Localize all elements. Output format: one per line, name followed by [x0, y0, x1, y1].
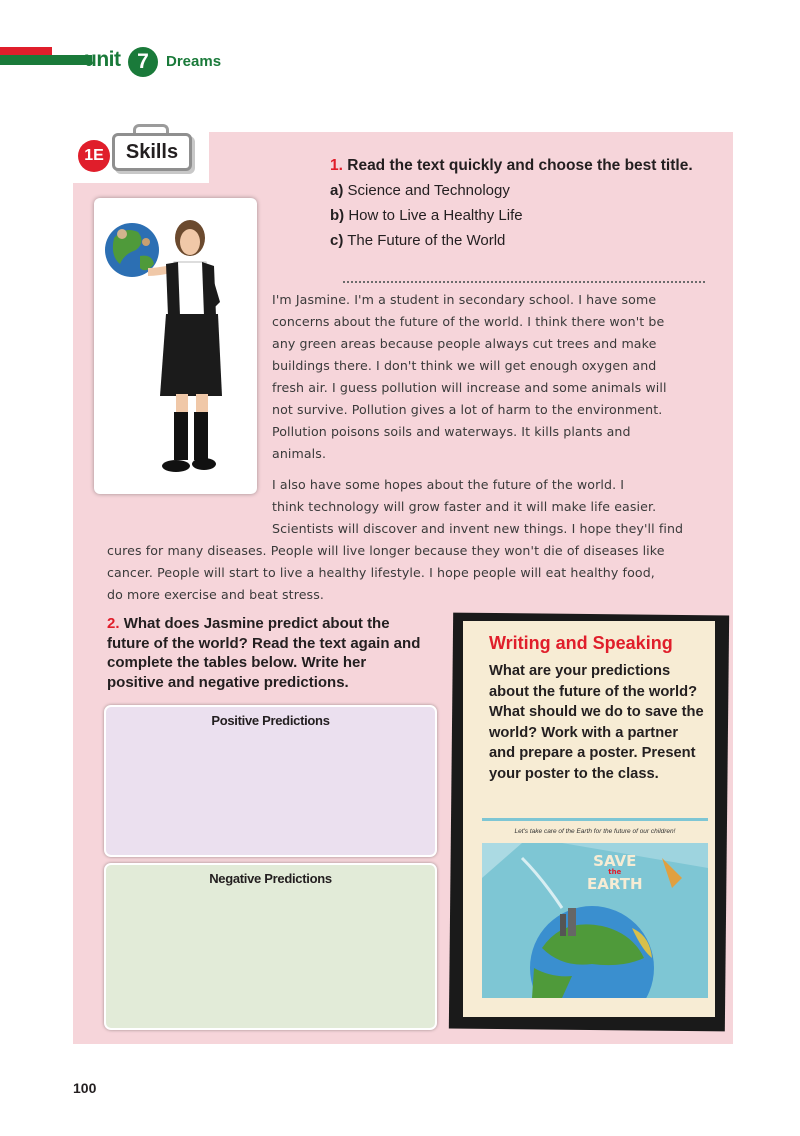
reading-line: do more exercise and beat stress. — [107, 587, 324, 602]
reading-line: Pollution poisons soils and waterways. It kills plants and — [272, 424, 631, 439]
reading-line: any green areas because people always cut trees and make — [272, 336, 657, 351]
exercise-1-text: Read the text quickly and choose the best title. — [347, 157, 693, 174]
reading-line: think technology will grow faster and it will make life easier. — [272, 499, 657, 514]
lesson-badge: 1E — [78, 140, 110, 172]
reading-line: animals. — [272, 446, 327, 461]
reading-line: cures for many diseases. People will live longer because they won't die of diseases like — [107, 543, 665, 558]
positive-predictions-title: Positive Predictions — [211, 713, 330, 728]
writing-speaking-title: Writing and Speaking — [489, 633, 673, 653]
exercise-1-question — [330, 157, 693, 175]
reading-line: Scientists will discover and invent new things. I hope they'll find — [272, 521, 684, 536]
positive-predictions-table[interactable] — [104, 705, 437, 857]
option-b: b) How to Live a Healthy Life — [330, 207, 523, 224]
save-the-earth-poster — [482, 818, 708, 998]
reading-line: fresh air. I guess pollution will increase and some animals will — [272, 380, 667, 395]
writing-speaking-text: What are your predictions about the future of the world? What should we do to save the world? Work with a partner and prepare a poster. Present your poster to the class. — [489, 663, 704, 782]
unit-number-badge: 7 — [128, 47, 158, 77]
header-green-band — [0, 55, 92, 65]
reading-paragraph-1 — [272, 289, 667, 465]
reading-line: I also have some hopes about the future of the world. I — [272, 477, 625, 492]
poster-save-word: SAVE — [593, 852, 637, 870]
reading-paragraph-2a — [272, 474, 683, 540]
unit-label: unit — [84, 48, 121, 71]
negative-predictions-title: Negative Predictions — [209, 871, 332, 886]
page-number: 100 — [73, 1080, 97, 1096]
reading-line: not survive. Pollution gives a lot of harm to the environment. — [272, 402, 663, 417]
header-red-band — [0, 47, 52, 55]
unit-title: Dreams — [166, 53, 222, 70]
option-a: a) Science and Technology — [330, 182, 510, 199]
title-answer-line — [343, 281, 705, 283]
reading-line: concerns about the future of the world. I think there won't be — [272, 314, 665, 329]
reading-line: I'm Jasmine. I'm a student in secondary school. I have some — [272, 292, 657, 307]
negative-predictions-table[interactable] — [104, 863, 437, 1030]
poster-the-word: the — [608, 868, 622, 876]
reading-line: buildings there. I don't think we will get enough oxygen and — [272, 358, 657, 373]
poster-caption: Let's take care of the Earth for the future of our children! — [482, 821, 708, 843]
exercise-2-number: 2. — [107, 615, 120, 632]
option-c: c) The Future of the World — [330, 232, 506, 249]
girl-with-globe-photo — [94, 198, 257, 494]
reading-paragraph-2b — [107, 540, 665, 606]
exercise-2-question — [107, 614, 427, 692]
section-title: Skills — [112, 133, 192, 171]
exercise-2-text: What does Jasmine predict about the future of the world? Read the text again and complete the tables below. Write her positive and negative predictions. — [107, 615, 421, 691]
reading-line: cancer. People will start to live a healthy lifestyle. I hope people will eat healthy food, — [107, 565, 655, 580]
poster-save-logo — [587, 854, 643, 891]
poster-earth-word: EARTH — [587, 875, 643, 893]
exercise-1-number: 1. — [330, 157, 343, 174]
